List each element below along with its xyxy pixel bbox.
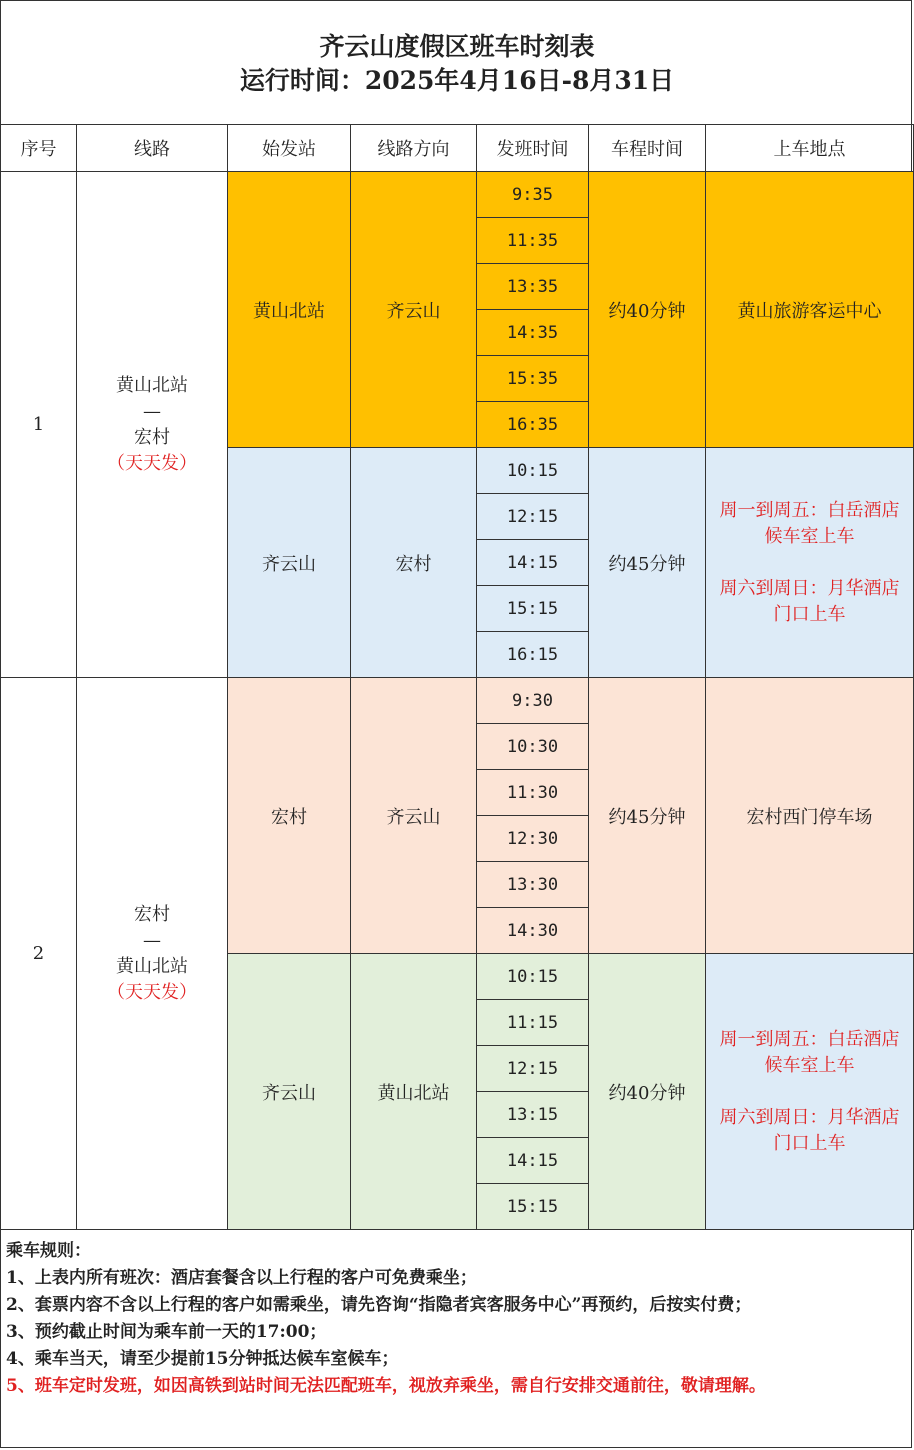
origin-cell: 黄山北站	[228, 172, 351, 448]
route-frequency: （天天发）	[107, 452, 197, 474]
header-duration: 车程时间	[589, 125, 706, 172]
rule-item: 1、上表内所有班次：酒店套餐含以上行程的客户可免费乘坐；	[6, 1268, 477, 1288]
duration-cell: 约45分钟	[589, 678, 706, 954]
pickup-weekday-line2: 候车室上车	[764, 525, 855, 547]
header-direction: 线路方向	[351, 125, 477, 172]
header-origin: 始发站	[228, 125, 351, 172]
departure-time: 15:35	[477, 356, 589, 402]
schedule-table	[0, 124, 914, 1230]
route-to: 黄山北站	[116, 955, 188, 977]
departure-time: 14:15	[477, 540, 589, 586]
pickup-cell	[706, 448, 914, 678]
header-line: 线路	[77, 125, 228, 172]
direction-cell: 黄山北站	[351, 954, 477, 1230]
departure-time: 13:15	[477, 1092, 589, 1138]
departure-time: 16:35	[477, 402, 589, 448]
pickup-weekend-line2: 门口上车	[773, 1132, 846, 1154]
pickup-weekend-line1: 周六到周日：月华酒店	[719, 1106, 900, 1128]
route-line	[77, 678, 228, 1230]
header-no: 序号	[1, 125, 77, 172]
rules-heading: 乘车规则：	[6, 1241, 91, 1261]
page-subtitle: 运行时间：2025年4月16日-8月31日	[239, 66, 675, 95]
rule-item-warning: 5、班车定时发班，如因高铁到站时间无法匹配班车，视放弃乘坐，需自行安排交通前往，敬请理解。	[6, 1376, 766, 1396]
route-line	[77, 172, 228, 678]
departure-time: 16:15	[477, 632, 589, 678]
departure-time: 14:15	[477, 1138, 589, 1184]
pickup-weekday-line1: 周一到周五：白岳酒店	[719, 1028, 900, 1050]
route-from: 宏村	[134, 903, 170, 925]
header-departure: 发班时间	[477, 125, 589, 172]
departure-time: 10:30	[477, 724, 589, 770]
departure-time: 11:30	[477, 770, 589, 816]
route-from: 黄山北站	[116, 374, 188, 396]
direction-cell: 齐云山	[351, 172, 477, 448]
departure-time: 12:30	[477, 816, 589, 862]
departure-time: 14:30	[477, 908, 589, 954]
route-number: 1	[1, 172, 77, 678]
departure-time: 10:15	[477, 448, 589, 494]
departure-time: 11:15	[477, 1000, 589, 1046]
route-to: 宏村	[134, 426, 170, 448]
rule-item: 3、预约截止时间为乘车前一天的17:00；	[6, 1322, 327, 1342]
departure-time: 15:15	[477, 586, 589, 632]
boarding-rules	[0, 1230, 912, 1448]
duration-cell: 约40分钟	[589, 172, 706, 448]
departure-time: 13:30	[477, 862, 589, 908]
route-number: 2	[1, 678, 77, 1230]
duration-cell: 约45分钟	[589, 448, 706, 678]
departure-time: 13:35	[477, 264, 589, 310]
route-dash: —	[143, 929, 161, 951]
pickup-cell	[706, 954, 914, 1230]
departure-time: 10:15	[477, 954, 589, 1000]
departure-time: 9:35	[477, 172, 589, 218]
route-frequency: （天天发）	[107, 981, 197, 1003]
pickup-weekend-line2: 门口上车	[773, 603, 846, 625]
pickup-weekday-line1: 周一到周五：白岳酒店	[719, 499, 900, 521]
direction-cell: 齐云山	[351, 678, 477, 954]
pickup-cell: 黄山旅游客运中心	[706, 172, 914, 448]
departure-time: 15:15	[477, 1184, 589, 1230]
departure-time: 14:35	[477, 310, 589, 356]
origin-cell: 宏村	[228, 678, 351, 954]
departure-time: 12:15	[477, 494, 589, 540]
rule-item: 4、乘车当天，请至少提前15分钟抵达候车室候车；	[6, 1349, 399, 1369]
rule-item: 2、套票内容不含以上行程的客户如需乘坐，请先咨询“指隐者宾客服务中心”再预约，后按实付费；	[6, 1295, 752, 1315]
pickup-cell: 宏村西门停车场	[706, 678, 914, 954]
departure-time: 11:35	[477, 218, 589, 264]
departure-time: 9:30	[477, 678, 589, 724]
table-row	[1, 172, 914, 218]
table-header-row	[1, 125, 914, 172]
header-pickup: 上车地点	[706, 125, 914, 172]
pickup-weekday-line2: 候车室上车	[764, 1054, 855, 1076]
origin-cell: 齐云山	[228, 954, 351, 1230]
departure-time: 12:15	[477, 1046, 589, 1092]
title-block	[0, 0, 914, 124]
duration-cell: 约40分钟	[589, 954, 706, 1230]
direction-cell: 宏村	[351, 448, 477, 678]
origin-cell: 齐云山	[228, 448, 351, 678]
table-row	[1, 678, 914, 724]
page-title: 齐云山度假区班车时刻表	[319, 32, 595, 61]
route-dash: —	[143, 400, 161, 422]
pickup-weekend-line1: 周六到周日：月华酒店	[719, 577, 900, 599]
